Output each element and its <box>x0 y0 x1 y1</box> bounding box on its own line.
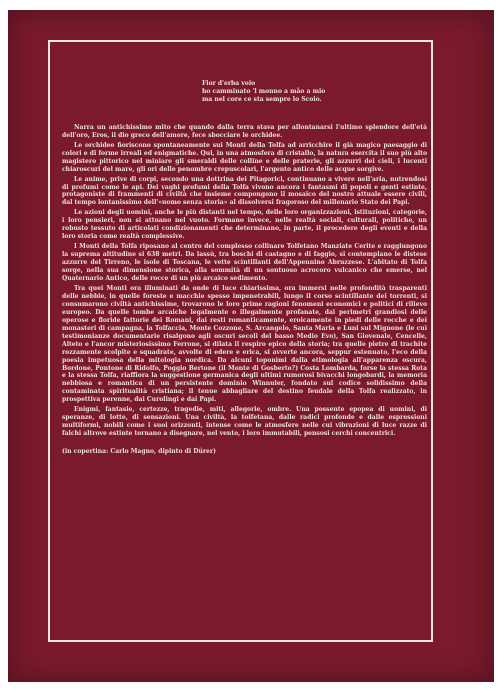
paragraph-1: Narra un antichissimo mito che quando dalla terra stava per allontanarsi l'ultimo splendore dell'età dell'oro, Eros, il dio greco dell'amore, fece sbocciare le orchidee. <box>62 123 427 139</box>
paragraph-7: Enigmi, fantasie, certezze, tragedie, miti, allegorie, ombre. Una possente epopea di uomini, di speranze, di lotte, di sensazioni. Una civiltà, la tolfetana, dalle radici profonde e dalle espressioni multiformi, nobili come i suoi orizzonti, intense come le atmosfere nelle cui vibrazioni di luce razze di falchi altrove estinte tornano a disegnare, nel vento, i loro immutabili, pensosi cerchi concentrici. <box>62 406 427 438</box>
paragraph-4: Le azioni degli uomini, anche le più distanti nel tempo, delle loro organizzazioni, istituzioni, categorie, i loro pensieri, non si attuano nel vuoto. Formano invece, nelle realtà sociali, culturali, politiche, un robusto tessuto di articolati condizionamenti che determinano, in parte, il procedere degli eventi e della loro storia come realtà complessive. <box>62 209 427 241</box>
back-cover-text <box>62 80 427 458</box>
epigraph: Fior d'erba voio ho camminato 'l monno a mão a mio ma nel core ce sta sempre lo Scoio. <box>202 80 326 103</box>
paragraph-3: Le anime, prive di corpi, secondo una dottrina dei Pitagorici, continuano a vivere nell'aria, nutrendosi di profumi come le api. Dei vaghi profumi della Tolfa vivono ancora i fantasmi di popoli e genti estinte, protagoniste di frammenti di civiltà che insieme compongono il mosaico del nostro attuale essere civili, dal tempo lontanissimo dell'«uomo senza storia» al dissolversi fragoroso del millenario Stato dei Papi. <box>62 175 427 207</box>
paragraph-5: I Monti della Tolfa riposano al centro del complesso collinare Tolfetano Manziate Cerite e raggiungono la suprema altitudine si 638 metri. Da lassù, tra boschi di castagno e di faggio, si contemplano le distese azzurre del Tirreno, le isole di Toscana, le vette scintillanti dell'Appennino Abruzzese. L'abitato di Tolfa sorge, nella sua dimensione storica, alla sommità di un sontuoso acrocoro vulcanico che emerse, nel Quaternario Antico, delle rocce di un più arcaico sedimento. <box>62 243 427 283</box>
paragraph-6: Tra quei Monti ora illuminati da onde di luce chiarissima, ora immersi nelle profondità trasparenti delle nebbie, in quelle foreste e macchie spesso impenetrabili, lungo il corso scintillante dei torrenti, si consumarono civiltà antichissime, trovarono le loro prime ragioni fenomeni economici e politici di rilievo europeo. Da quelle tombe arcaiche legalmente o illegalmente profanate, dai perimetri grandiosi delle operose e floride fattorie dei Romani, dai resti romanticamente, eroicamente in piedi delle rocche e dei monasteri di campagna, la Tolfaccia, Monte Cozzone, S. Arcangelo, Santa Maria e Luni sul Mignone (le cui testimonianze documentarie risalgono agli oscuri secoli del basso Medio Evo), San Giovenale, Cencelle, Alteto e l'ancor misteriosissimo Ferrone, si dilata il respiro epico della storia; tra quelle pietre di trachite rozzamente scolpite e squadrate, avvolte di edere e erica, si avverte ancora, seppur estenuato, l'eco della poesia impetuosa della mitologia nordica. Da alcuni toponimi dalla etimologia all'apparenza oscura, Bordone, Pontone di Ridolfo, Poggio Bertone (il Monte di Gosberto?) Costa Lombarda, forse la stessa Rota e la stessa Tolfa, riaffiora la suggestione germanica degli ultimi rumorosi bivacchi longobardi, la memoria nebbiosa e romantica di un persistente dominio Winnuler, fondato sul codice solidissimo della contaminata spiritualità cristiana; il tenue abbagliare del destino feudale della Tolfa realizzato, in prospettiva perenne, dai Curolingi e dai Papi. <box>62 284 427 404</box>
cover-credit: (in copertina: Carlo Magno, dipinto di Dürer) <box>62 448 216 456</box>
paragraph-2: Le orchidee fioriscono spontaneamente sui Monti della Tolfa ad arricchire il già magico paesaggio di colori e di forme irreali ed enigmatiche. Qui, in una atmosfera di cristallo, la natura esercita il suo più alto magistero pittorico nel miniare gli smeraldi delle colline e delle praterie, gli azzurri dei cieli, i lucenti chiaroscuri del mare, gli ori delle penombre crepuscolari, l'argento antico delle acque sorgive. <box>62 141 427 173</box>
